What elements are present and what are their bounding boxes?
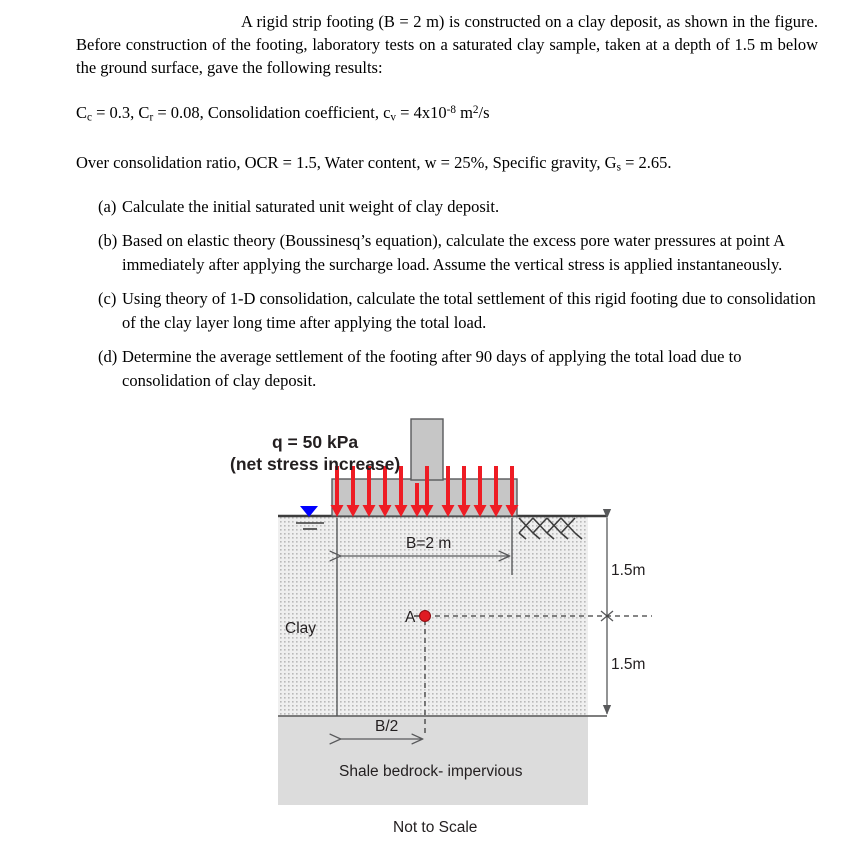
half-width-label: B/2 — [375, 718, 399, 735]
gs-value: = 2.65. — [620, 152, 672, 172]
question-item-a — [76, 195, 818, 219]
question-text-d: Determine the average settlement of the footing after 90 days of applying the total load due to consolidation of clay deposit. — [122, 347, 742, 390]
cv-units-exponent: 2 — [472, 104, 479, 116]
intro-paragraph: A rigid strip footing (B = 2 m) is constructed on a clay deposit, as shown in the figure. Before construction of the footing, laboratory tests on a saturated clay sample, taken at a depth of 1.5 m below the ground surface, gave the following results: — [76, 12, 818, 77]
point-a-marker — [420, 611, 431, 622]
footing-diagram — [0, 405, 843, 862]
cc-value: = 0.3, C — [92, 103, 150, 123]
point-a-label: A — [405, 609, 416, 626]
question-marker-b: (b) — [98, 231, 118, 251]
cc-symbol: C — [76, 103, 88, 123]
load-label-line-1: q = 50 kPa — [272, 432, 359, 452]
cr-value: = 0.08, Consolidation coefficient, c — [153, 103, 391, 123]
cv-exponent: -8 — [446, 104, 456, 116]
question-marker-a: (a) — [98, 196, 117, 216]
cv-value: = 4x10 — [396, 103, 447, 123]
bedrock-layer — [278, 716, 588, 805]
clay-layer-label: Clay — [285, 620, 317, 637]
scale-note-label: Not to Scale — [393, 819, 478, 836]
depth-upper-label: 1.5m — [611, 562, 646, 579]
problem-statement — [76, 10, 818, 403]
question-list — [76, 195, 818, 393]
cv-subscript: v — [390, 111, 397, 124]
given-parameters-line-1 — [76, 99, 818, 130]
question-text-b: Based on elastic theory (Boussinesq’s equation), calculate the excess pore water pressures at point A immediately after applying the surcharge load. Assume the vertical stress is applied instantaneously. — [122, 231, 785, 274]
cc-subscript: c — [87, 111, 92, 124]
question-item-c — [76, 287, 818, 334]
diagram-canvas — [0, 405, 843, 862]
question-item-d — [76, 345, 818, 392]
question-marker-c: (c) — [98, 289, 117, 309]
question-item-b — [76, 229, 818, 276]
given-parameters-line-2 — [76, 151, 818, 179]
cv-units-prefix: m — [455, 103, 473, 123]
question-marker-d: (d) — [98, 347, 118, 367]
question-text-a: Calculate the initial saturated unit weight of clay deposit. — [122, 196, 500, 216]
cr-subscript: r — [149, 111, 154, 124]
ocr-text: Over consolidation ratio, OCR = 1.5, Water content, w = 25%, Specific gravity, G — [76, 152, 617, 172]
load-label-line-2: (net stress increase) — [230, 454, 401, 474]
depth-lower-label: 1.5m — [611, 656, 646, 673]
question-text-c: Using theory of 1-D consolidation, calculate the total settlement of this rigid footing due to consolidation of the clay layer long time after applying the total load. — [122, 289, 816, 332]
cv-units-suffix: /s — [478, 103, 490, 123]
footing-width-label: B=2 m — [406, 535, 452, 552]
gs-subscript: s — [616, 160, 621, 173]
bedrock-label: Shale bedrock- impervious — [339, 763, 523, 780]
